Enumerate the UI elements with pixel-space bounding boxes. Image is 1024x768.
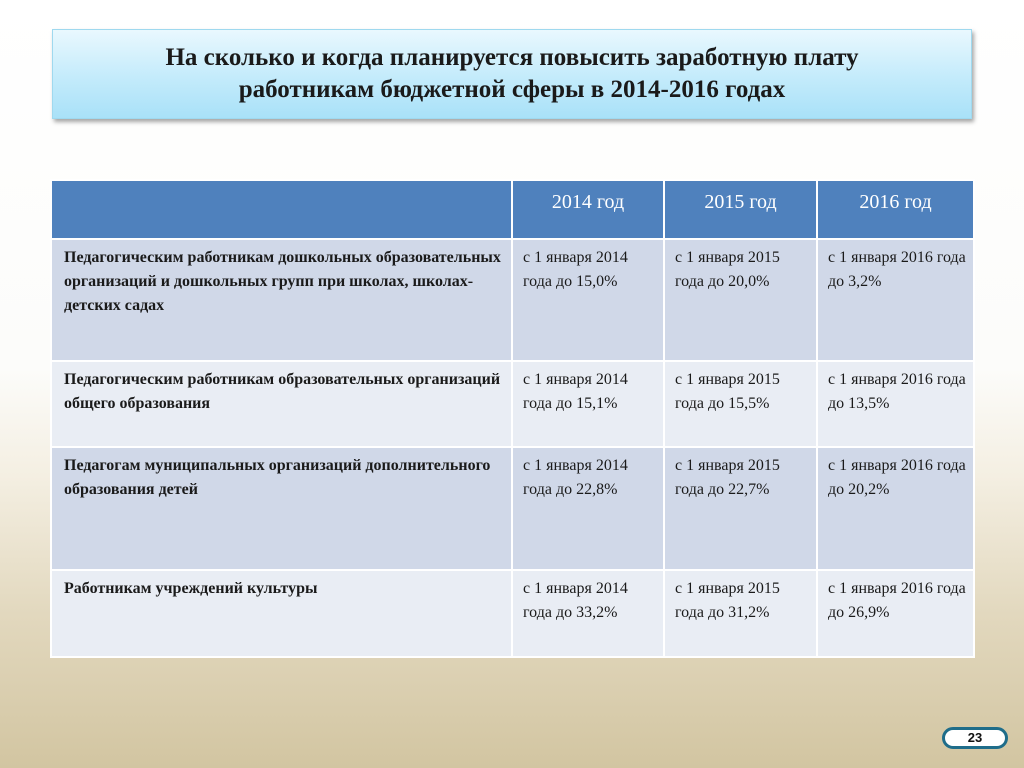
slide-title-line1: На сколько и когда планируется повысить заработную плату	[165, 44, 859, 71]
cell-2016: с 1 января 2016 года до 20,2%	[817, 447, 974, 570]
cell-2016: с 1 января 2016 года до 3,2%	[817, 239, 974, 361]
cell-2015: с 1 января 2015 года до 20,0%	[664, 239, 817, 361]
cell-2014: с 1 января 2014 года до 33,2%	[512, 570, 664, 657]
slide-title	[82, 42, 942, 106]
row-label: Педагогам муниципальных организаций дополнительного образования детей	[51, 447, 512, 570]
header-2014: 2014 год	[512, 180, 664, 239]
slide-title-line2: работникам бюджетной сферы в 2014-2016 годах	[238, 76, 786, 103]
header-2015: 2015 год	[664, 180, 817, 239]
row-label: Работникам учреждений культуры	[51, 570, 512, 657]
header-2016: 2016 год	[817, 180, 974, 239]
header-category	[51, 180, 512, 239]
table-row	[51, 447, 974, 570]
page-number-badge: 23	[942, 727, 1008, 749]
cell-2015: с 1 января 2015 года до 31,2%	[664, 570, 817, 657]
row-label: Педагогическим работникам образовательных организаций общего образования	[51, 361, 512, 447]
slide-title-box	[52, 29, 972, 119]
cell-2014: с 1 января 2014 года до 22,8%	[512, 447, 664, 570]
cell-2014: с 1 января 2014 года до 15,1%	[512, 361, 664, 447]
cell-2016: с 1 января 2016 года до 13,5%	[817, 361, 974, 447]
table-row	[51, 570, 974, 657]
row-label: Педагогическим работникам дошкольных образовательных организаций и дошкольных групп при школах, школах-детских садах	[51, 239, 512, 361]
table-header-row	[51, 180, 974, 239]
cell-2014: с 1 января 2014 года до 15,0%	[512, 239, 664, 361]
salary-increase-table	[50, 179, 975, 658]
cell-2016: с 1 января 2016 года до 26,9%	[817, 570, 974, 657]
cell-2015: с 1 января 2015 года до 22,7%	[664, 447, 817, 570]
table-row	[51, 239, 974, 361]
cell-2015: с 1 января 2015 года до 15,5%	[664, 361, 817, 447]
table-row	[51, 361, 974, 447]
